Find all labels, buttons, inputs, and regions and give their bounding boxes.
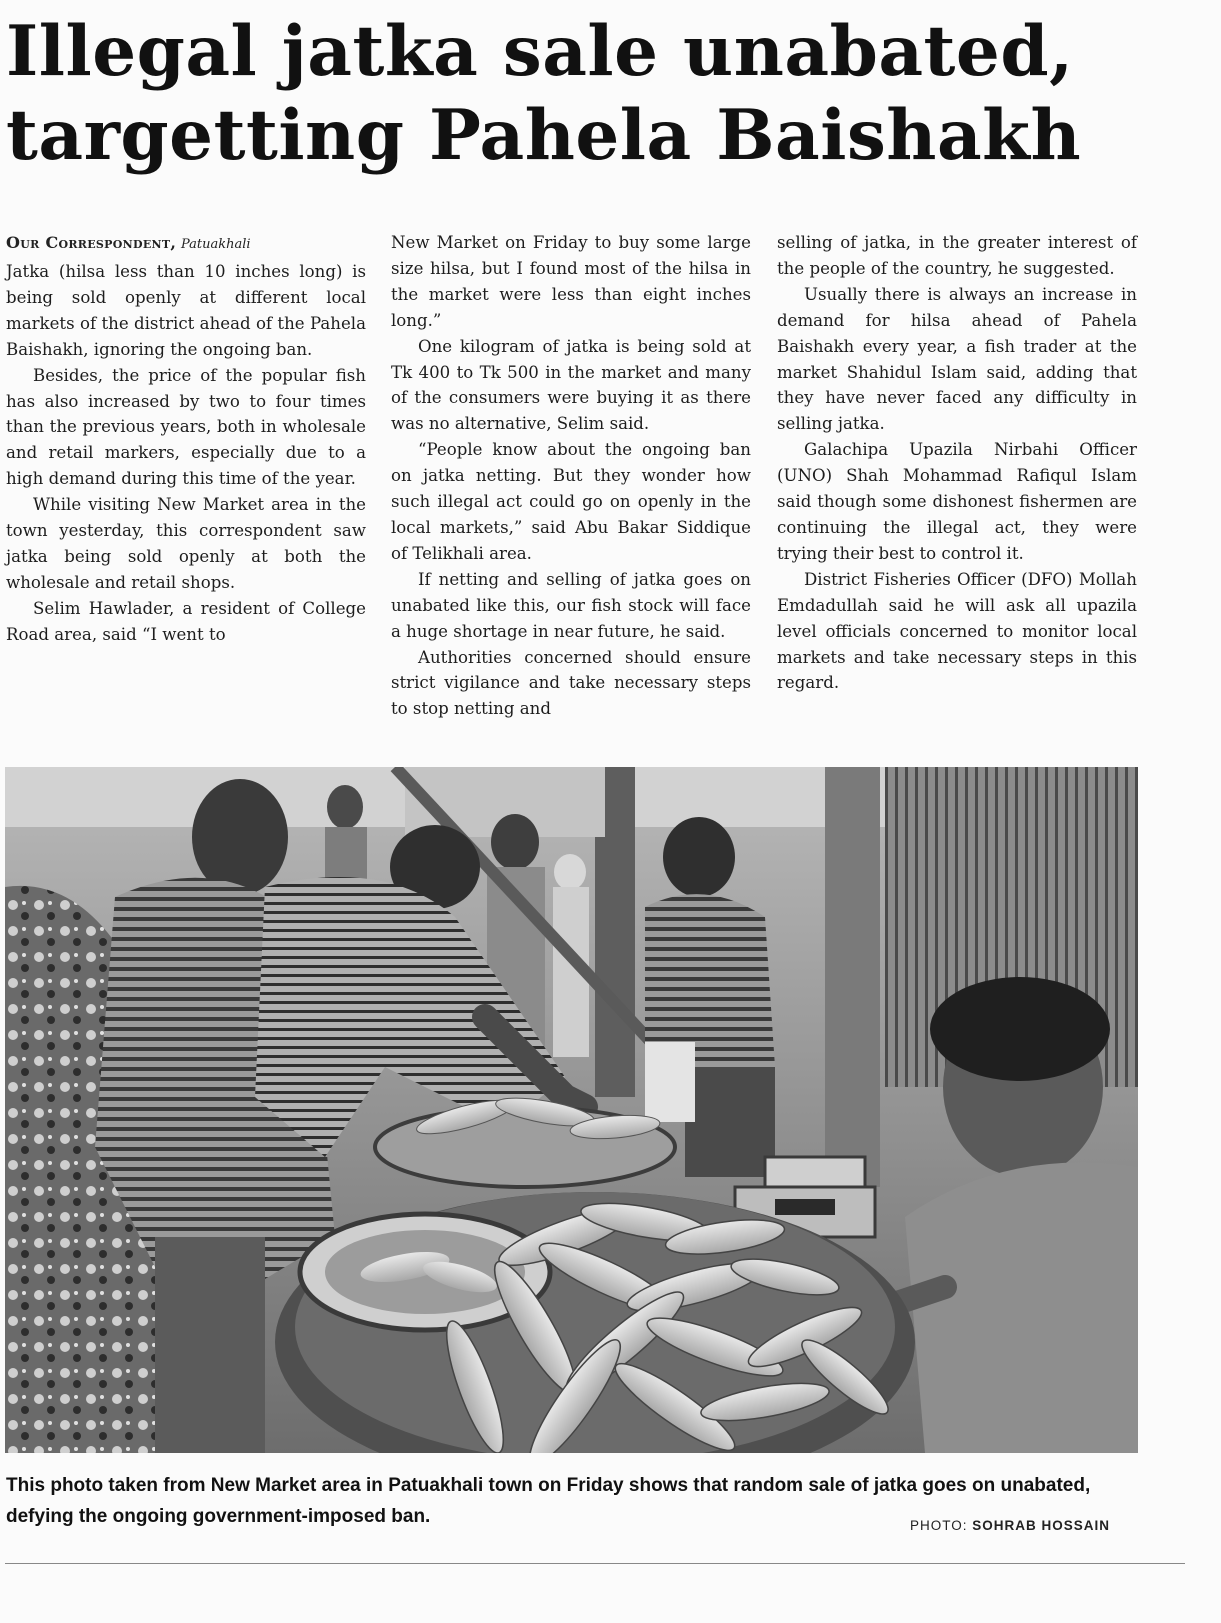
paragraph: New Market on Friday to buy some large size hilsa, but I found most of the hilsa in the market were less than eight inches long.” (391, 233, 751, 330)
article-column-3 (777, 230, 1137, 696)
paragraph: One kilogram of jatka is being sold at Tk 400 to Tk 500 in the market and many of the consumers were buying it as there was no alternative, Selim said. (391, 336, 751, 434)
byline (6, 230, 366, 256)
headline-line-1: Illegal jatka sale unabated, (6, 11, 1074, 92)
paragraph: Besides, the price of the popular fish has also increased by two to four times than the previous years, both in wholesale and retail markers, especially due to a high demand during this time of the year. (6, 365, 366, 489)
byline-correspondent: Our Correspondent, (6, 233, 177, 252)
paragraph: selling of jatka, in the greater interest of the people of the country, he suggested. (777, 233, 1137, 278)
credit-name: SOHRAB HOSSAIN (972, 1518, 1111, 1533)
credit-label: PHOTO: (910, 1518, 968, 1533)
paragraph: While visiting New Market area in the town yesterday, this correspondent saw jatka being sold openly at both the wholesale and retail shops. (6, 495, 366, 592)
photo-credit (910, 1518, 1110, 1533)
paragraph: Galachipa Upazila Nirbahi Officer (UNO) Shah Mohammad Rafiqul Islam said though some dishonest fishermen are continuing the illegal act, they were trying their best to control it. (777, 440, 1137, 563)
paragraph: District Fisheries Officer (DFO) Mollah Emdadullah said he will ask all upazila level officials concerned to monitor local markets and take necessary steps in this regard. (777, 569, 1137, 693)
paragraph: If netting and selling of jatka goes on unabated like this, our fish stock will face a huge shortage in near future, he said. (391, 569, 751, 641)
headline (6, 10, 1186, 178)
paragraph: Authorities concerned should ensure strict vigilance and take necessary steps to stop netting and (391, 647, 751, 719)
paragraph: Selim Hawlader, a resident of College Road area, said “I went to (6, 598, 366, 644)
paragraph: Jatka (hilsa less than 10 inches long) is being sold openly at different local markets of the district ahead of the Pahela Baishakh, ignoring the ongoing ban. (6, 262, 366, 359)
bottom-rule (5, 1563, 1185, 1564)
article-column-1 (6, 230, 366, 648)
byline-place: Patuakhali (181, 237, 251, 252)
caption-text: This photo taken from New Market area in Patuakhali town on Friday shows that random sale of jatka goes on unabated, defying the ongoing government-imposed ban. (6, 1475, 1091, 1527)
article-column-2 (391, 230, 751, 722)
paragraph: Usually there is always an increase in demand for hilsa ahead of Pahela Baishakh every year, a fish trader at the market Shahidul Islam said, adding that they have never faced any difficulty in selling jatka. (777, 284, 1137, 434)
headline-line-2: targetting Pahela Baishakh (6, 95, 1082, 176)
news-photo (5, 767, 1138, 1453)
fish-market-illustration (5, 767, 1138, 1453)
paragraph: “People know about the ongoing ban on jatka netting. But they wonder how such illegal act could go on openly in the local markets,” said Abu Bakar Siddique of Telikhali area. (391, 440, 751, 563)
